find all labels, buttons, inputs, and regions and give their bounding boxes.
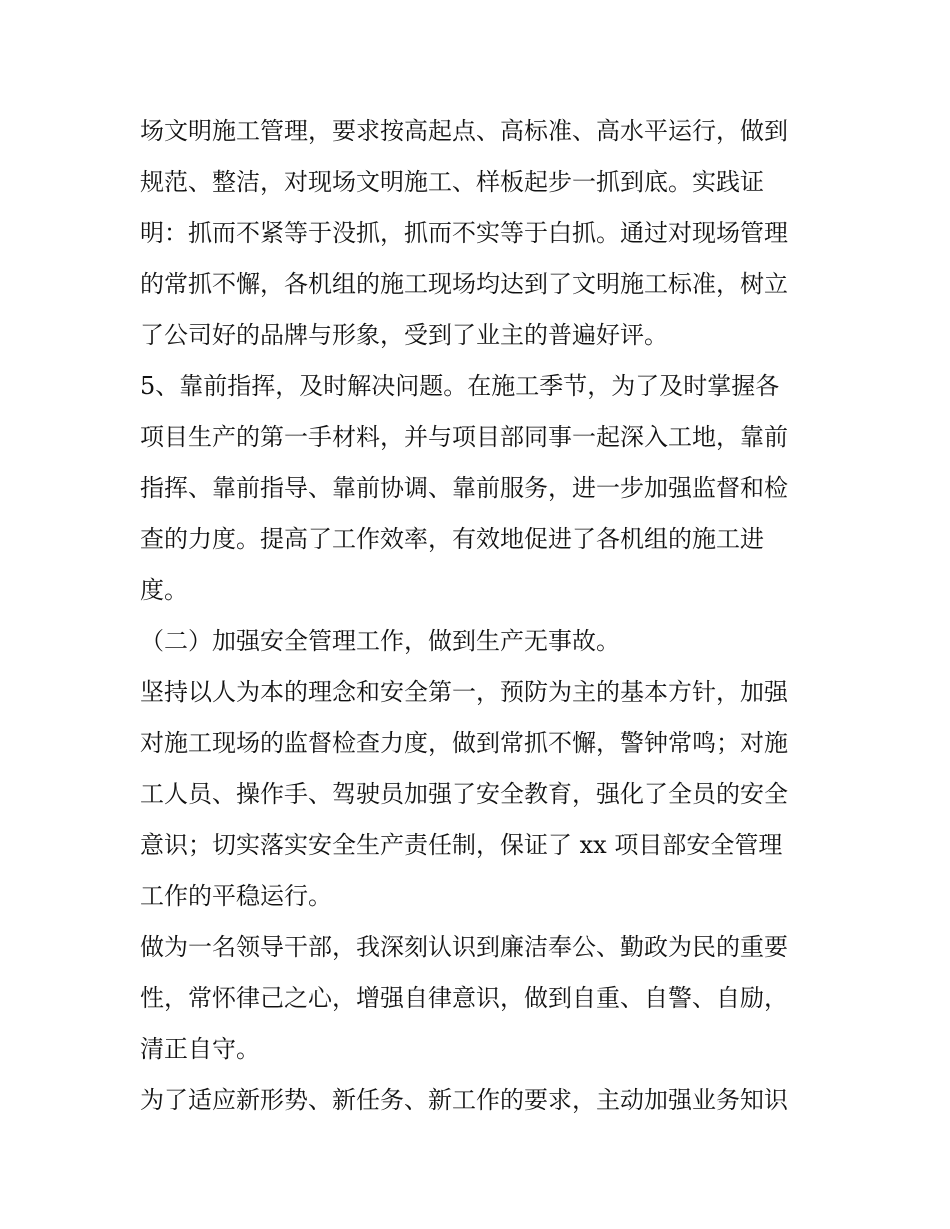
text-line: 做为一名领导干部，我深刻认识到廉洁奉公、勤政为民的重要	[140, 933, 788, 961]
text-line: 工人员、操作手、驾驶员加强了安全教育，强化了全员的安全	[140, 780, 788, 808]
text-line: 工作的平稳运行。	[140, 882, 332, 910]
text-line: 对施工现场的监督检查力度，做到常抓不懈，警钟常鸣；对施	[140, 729, 788, 757]
text-line: 坚持以人为本的理念和安全第一，预防为主的基本方针，加强	[140, 678, 788, 706]
text-line: 规范、整洁，对现场文明施工、样板起步一抓到底。实践证	[140, 168, 764, 196]
document-body	[140, 106, 820, 1126]
text-line: 意识；切实落实安全生产责任制，保证了 xx 项目部安全管理	[140, 831, 783, 859]
text-line: 场文明施工管理，要求按高起点、高标准、高水平运行，做到	[140, 117, 788, 145]
section-heading: （二）加强安全管理工作，做到生产无事故。	[140, 627, 620, 655]
text-line: 指挥、靠前指导、靠前协调、靠前服务，进一步加强监督和检	[140, 474, 788, 502]
text-line: 的常抓不懈，各机组的施工现场均达到了文明施工标准，树立	[140, 270, 788, 298]
text-line: 性，常怀律己之心，增强自律意识，做到自重、自警、自励，	[140, 984, 788, 1012]
text-line: 明：抓而不紧等于没抓，抓而不实等于白抓。通过对现场管理	[140, 219, 788, 247]
text-line: 清正自守。	[140, 1035, 260, 1063]
text-line: 度。	[140, 576, 188, 604]
text-line: 为了适应新形势、新任务、新工作的要求，主动加强业务知识	[140, 1086, 788, 1114]
text-line: 5、靠前指挥，及时解决问题。在施工季节，为了及时掌握各	[140, 372, 780, 400]
text-line: 查的力度。提高了工作效率，有效地促进了各机组的施工进	[140, 525, 764, 553]
text-line: 了公司好的品牌与形象，受到了业主的普遍好评。	[140, 321, 668, 349]
text-line: 项目生产的第一手材料，并与项目部同事一起深入工地，靠前	[140, 423, 788, 451]
